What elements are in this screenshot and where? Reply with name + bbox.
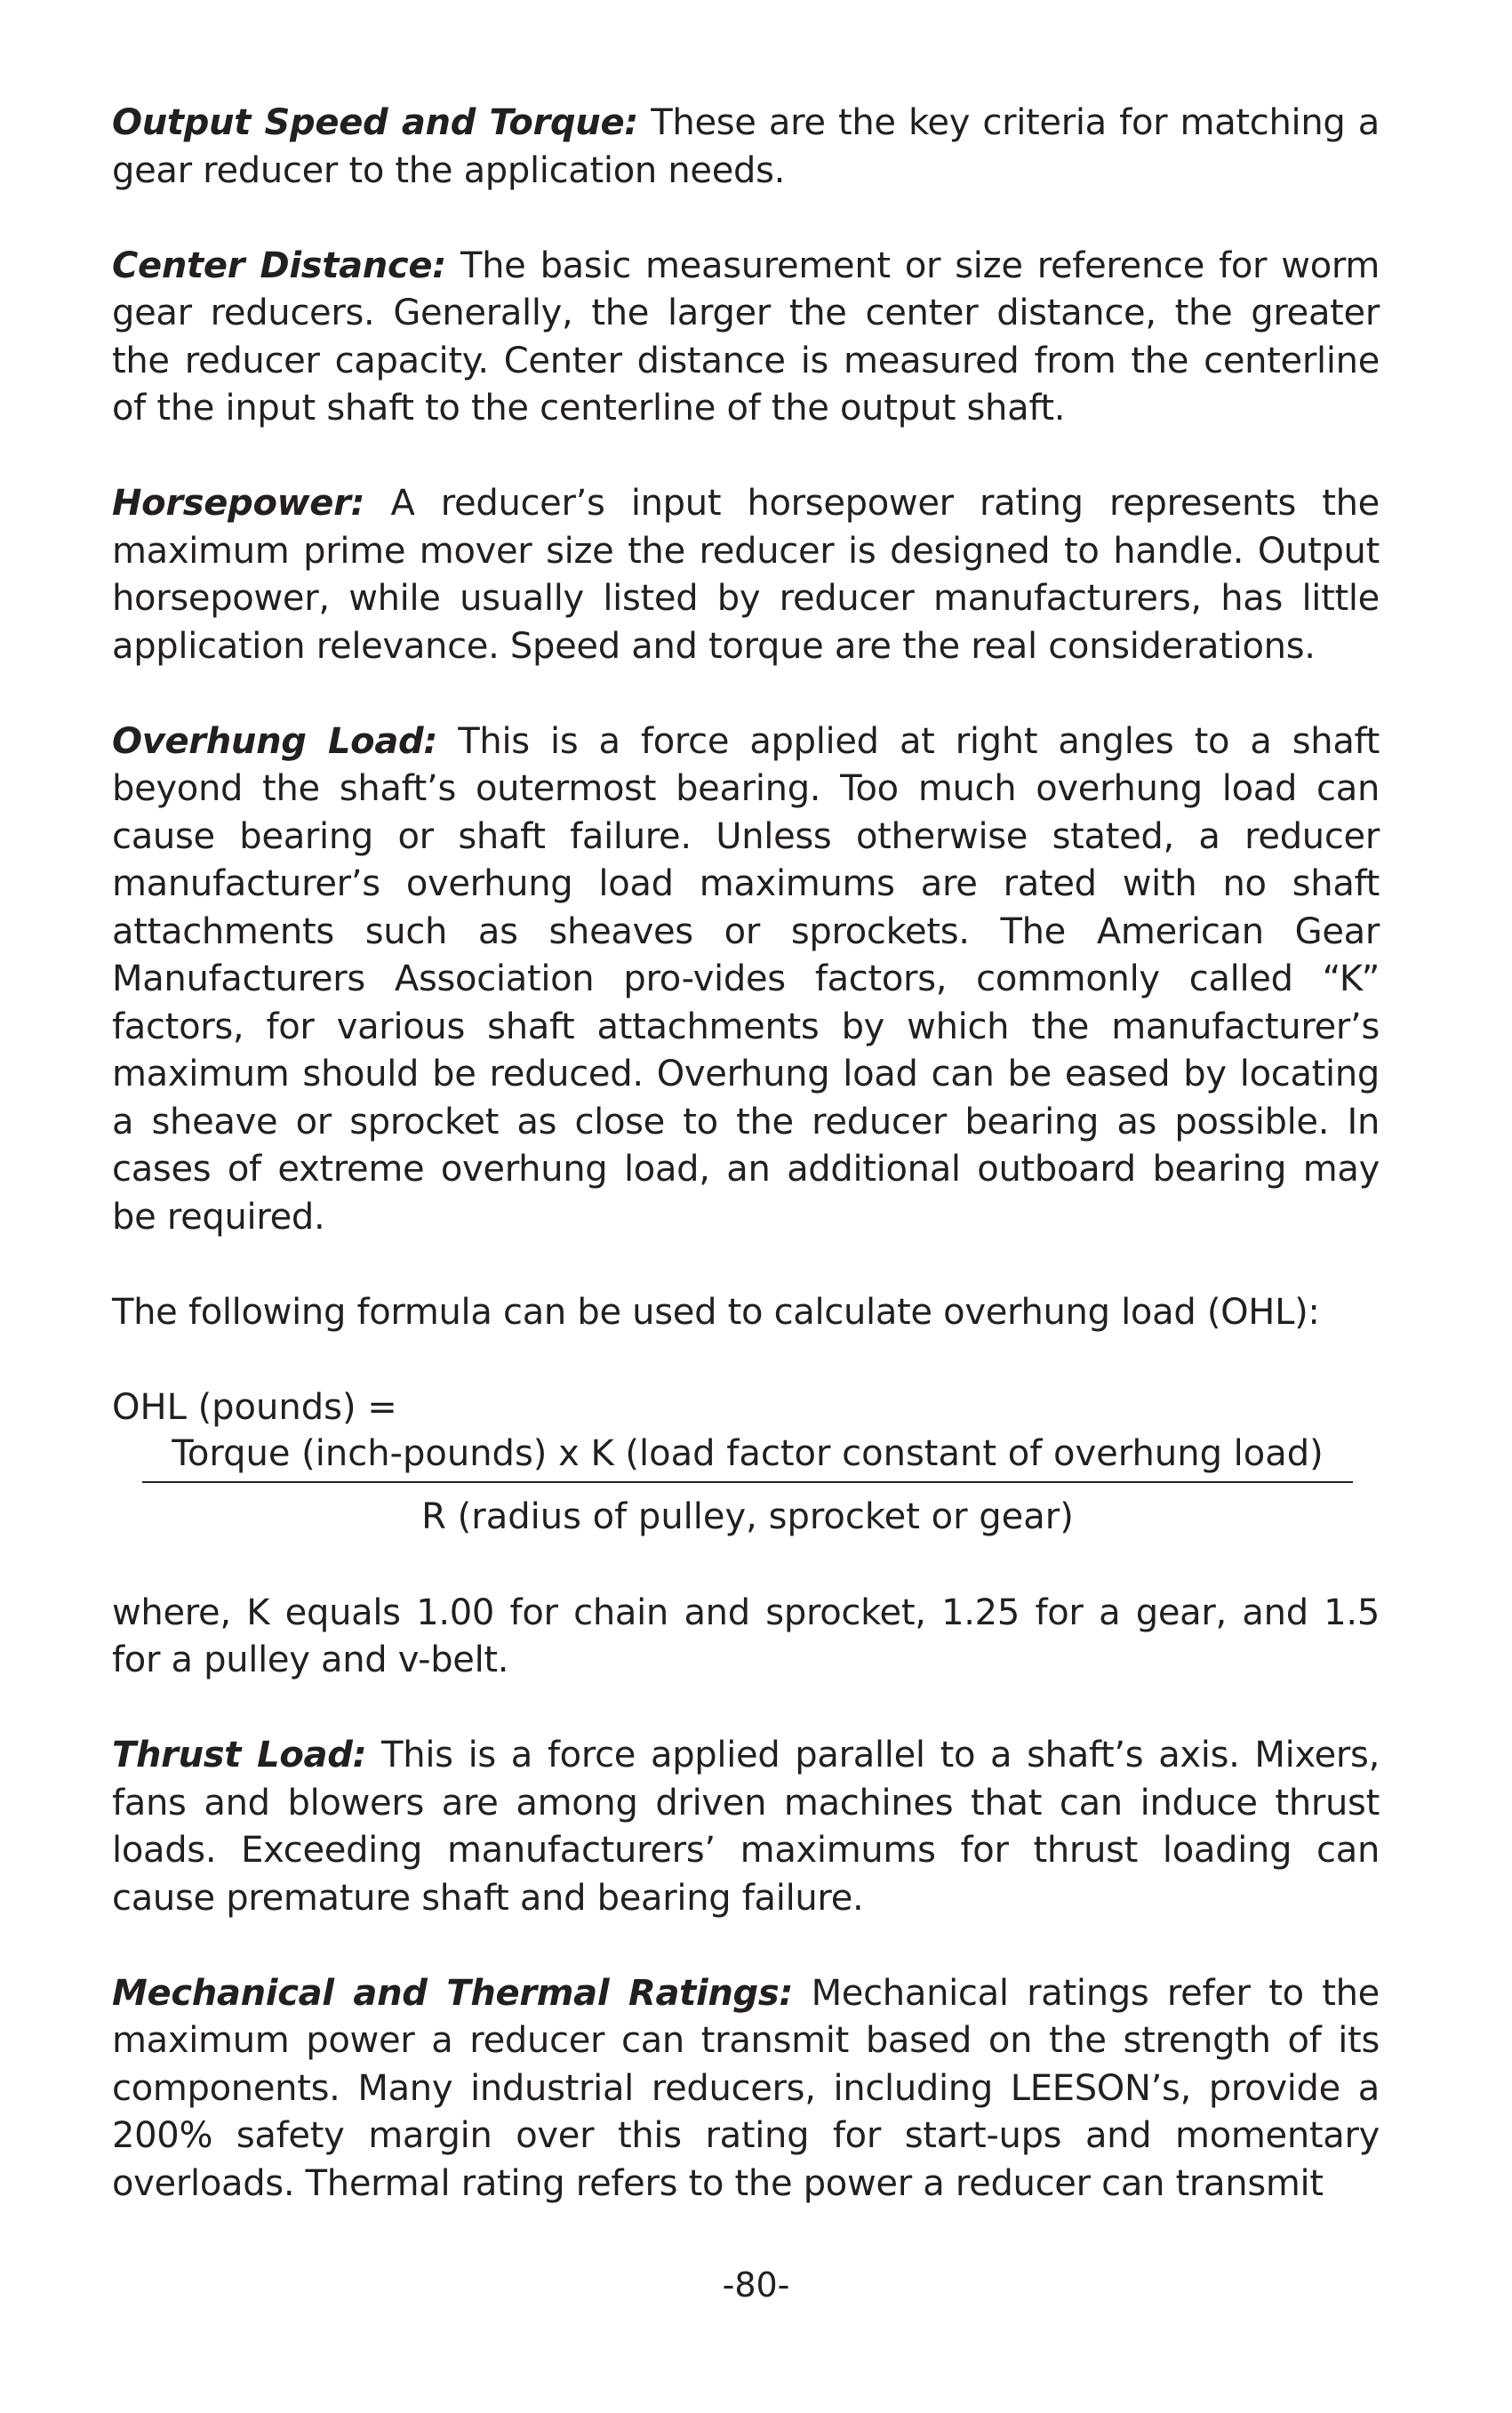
text-ratings: Mechanical ratings refer to the maximum power a reducer can transmit based on the strength of its components. Many industrial reducers, including LEESON’s, provide a 200% safety margin over this rating for start-ups and momentary overloads. Thermal rating refers to the power a reducer can transmit bbox=[112, 1972, 1380, 2204]
text-overhung-load: This is a force applied at right angles to a shaft beyond the shaft’s outermost bearing. Too much overhung load can cause bearing or shaft failure. Unless otherwise stated, a reducer manufacturer’s overhung load maximums are rated with no shaft attachments such as sheaves or sprockets. The American Gear Manufacturers Association pro-vides factors, commonly called “K” factors, for various shaft attachments by which the manufacturer’s maximum should be reduced. Overhung load can be eased by locating a sheave or sprocket as close to the reducer bearing as possible. In cases of extreme overhung load, an additional outboard bearing may be required. bbox=[112, 720, 1380, 1238]
text-output-speed: These are the key criteria for matching a gear reducer to the application needs. bbox=[112, 102, 1380, 191]
formula-fraction bbox=[142, 1431, 1353, 1542]
text-thrust-load: This is a force applied parallel to a shaft’s axis. Mixers, fans and blowers are among driven machines that can induce thrust loads. Exceeding manufacturers’ maximums for thrust loading can cause premature shaft and bearing failure. bbox=[112, 1735, 1380, 1919]
paragraph-thrust-load bbox=[112, 1732, 1380, 1922]
text-center-distance: The basic measurement or size reference for worm gear reducers. Generally, the larger the center distance, the greater the reducer capacity. Center distance is measured from the centerline of the input shaft to the centerline of the output shaft. bbox=[112, 245, 1380, 429]
term-horsepower: Horsepower: bbox=[112, 483, 365, 524]
ohl-formula bbox=[112, 1384, 1380, 1543]
formula-denominator: R (radius of pulley, sprocket or gear) bbox=[421, 1496, 1074, 1537]
paragraph-formula-intro: The following formula can be used to calculate overhung load (OHL): bbox=[112, 1291, 1320, 1333]
term-overhung-load: Overhung Load: bbox=[112, 720, 438, 762]
paragraph-output-speed bbox=[112, 100, 1380, 195]
paragraph-overhung-load bbox=[112, 718, 1380, 1242]
term-output-speed: Output Speed and Torque: bbox=[112, 102, 638, 143]
term-ratings: Mechanical and Thermal Ratings: bbox=[112, 1972, 794, 2014]
formula-lhs: OHL (pounds) = bbox=[112, 1386, 397, 1428]
paragraph-k-values: where, K equals 1.00 for chain and sprocket, 1.25 for a gear, and 1.5 for a pulley and v-belt. bbox=[112, 1591, 1380, 1680]
paragraph-center-distance bbox=[112, 243, 1380, 433]
term-center-distance: Center Distance: bbox=[112, 245, 446, 286]
document-page bbox=[112, 100, 1380, 2208]
paragraph-ratings bbox=[112, 1970, 1380, 2209]
page-number: -80- bbox=[722, 2265, 790, 2305]
term-thrust-load: Thrust Load: bbox=[112, 1735, 367, 1776]
paragraph-horsepower bbox=[112, 480, 1380, 670]
formula-numerator: Torque (inch-pounds) x K (load factor constant of overhung load) bbox=[172, 1433, 1324, 1474]
text-horsepower: A reducer’s input horsepower rating represents the maximum prime mover size the reducer is designed to handle. Output horsepower, while usually listed by reducer manufacturers, has little application relevance. Speed and torque are the real considerations. bbox=[112, 483, 1380, 667]
